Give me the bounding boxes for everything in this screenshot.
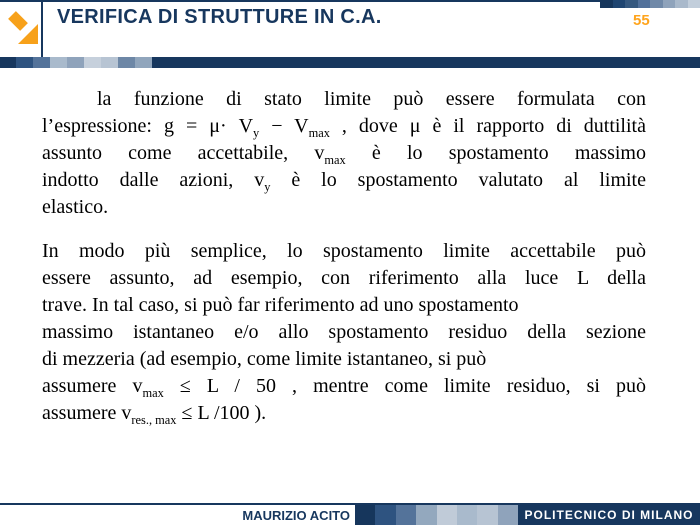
text-line: assunto come accettabile, $v_{max}$ è lo spostamento massimo bbox=[42, 142, 646, 167]
footer-author-zone bbox=[0, 505, 355, 525]
header-rule-bar bbox=[0, 57, 700, 68]
text-line: indotto dalle azioni, $v_y$ è lo spostamento valutato al limite bbox=[42, 169, 646, 194]
header-divider-line bbox=[41, 0, 43, 57]
author-name: MAURIZIO ACITO bbox=[242, 507, 350, 523]
paragraph-2 bbox=[42, 238, 646, 427]
text-line: assumere $v_{max} \le L / 50$ , mentre come limite residuo, si può bbox=[42, 375, 646, 400]
text-line: assumere $v_{res., max} \le L$ /100 ). bbox=[42, 402, 267, 427]
page-number: 55 bbox=[633, 12, 650, 29]
text-line: trave. In tal caso, si può far riferimento ad uno spostamento bbox=[42, 294, 519, 316]
text-line: l’espressione: $g = \mu\cdot V_y - V_{max}$ , dove μ è il rapporto di duttilità bbox=[42, 115, 646, 140]
slide-body bbox=[42, 86, 646, 427]
footer-gradient-strip bbox=[355, 505, 518, 525]
top-border-line bbox=[0, 0, 700, 2]
text-line: essere assunto, ad esempio, con riferimento alla luce L della bbox=[42, 267, 646, 289]
institution-name: POLITECNICO DI MILANO bbox=[524, 508, 694, 522]
text-line: elastico. bbox=[42, 196, 109, 218]
slide-title: VERIFICA DI STRUTTURE IN C.A. bbox=[57, 6, 382, 28]
text-line: In modo più semplice, lo spostamento limite accettabile può bbox=[42, 240, 646, 262]
top-right-gradient-strip bbox=[600, 0, 700, 8]
diagonal-down-right-arrow-icon bbox=[6, 8, 40, 48]
header-rule-gradient bbox=[16, 57, 152, 68]
slide-footer bbox=[0, 505, 700, 525]
footer-institution-zone bbox=[518, 505, 700, 525]
text-line: di mezzeria (ad esempio, come limite istantaneo, si può bbox=[42, 348, 487, 370]
paragraph-1 bbox=[42, 86, 646, 221]
text-line: la funzione di stato limite può essere formulata con bbox=[97, 88, 646, 110]
text-line: massimo istantaneo e/o allo spostamento residuo della sezione bbox=[42, 321, 646, 343]
